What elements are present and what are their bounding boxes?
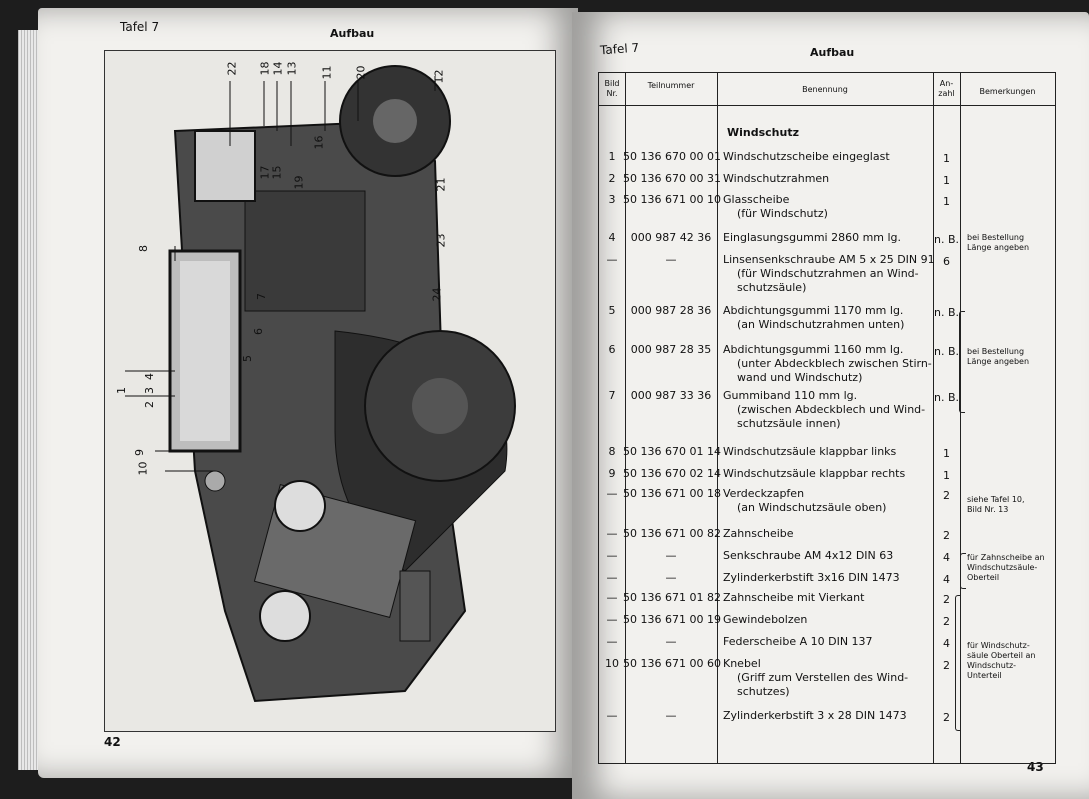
row-benennung-detail: (Griff zum Verstellen des Wind- bbox=[737, 671, 909, 684]
row-teilnummer: 50 136 671 00 18 bbox=[623, 487, 721, 500]
row-bild-nr: — bbox=[606, 571, 618, 584]
row-anzahl: 1 bbox=[943, 447, 950, 460]
row-benennung-detail: schutzsäule) bbox=[737, 281, 807, 294]
row-bild-nr: — bbox=[606, 709, 618, 722]
row-teilnummer: 50 136 670 00 31 bbox=[623, 172, 721, 185]
row-anzahl: 1 bbox=[943, 152, 950, 165]
row-bild-nr: — bbox=[606, 613, 618, 626]
row-benennung: Zylinderkerbstift 3x16 DIN 1473 bbox=[723, 571, 900, 584]
callout-11: 11 bbox=[320, 65, 334, 80]
callout-2: 2 bbox=[143, 401, 156, 408]
row-benennung-detail: (zwischen Abdeckblech und Wind- bbox=[737, 403, 926, 416]
right-page-number: 43 bbox=[1027, 760, 1044, 774]
row-anzahl: 2 bbox=[943, 529, 950, 542]
row-anzahl: n. B. bbox=[934, 345, 960, 358]
callout-22: 22 bbox=[225, 61, 239, 76]
row-anzahl: 2 bbox=[943, 593, 950, 606]
row-anzahl: 4 bbox=[943, 573, 950, 586]
callout-7: 7 bbox=[255, 293, 268, 300]
row-bild-nr: 2 bbox=[608, 172, 616, 185]
row-anzahl: 2 bbox=[943, 489, 950, 502]
row-bemerkung: bei Bestellung bbox=[967, 233, 1025, 242]
row-teilnummer: 000 987 33 36 bbox=[630, 389, 712, 402]
row-benennung: Federscheibe A 10 DIN 137 bbox=[723, 635, 873, 648]
row-benennung: Zahnscheibe bbox=[723, 527, 794, 540]
row-benennung: Linsensenkschraube AM 5 x 25 DIN 91 bbox=[723, 253, 935, 266]
row-benennung-detail: (an Windschutzsäule oben) bbox=[737, 501, 887, 514]
row-bild-nr: 3 bbox=[608, 193, 616, 206]
callout-14: 14 bbox=[271, 61, 285, 76]
row-benennung-detail: schutzes) bbox=[737, 685, 790, 698]
row-bemerkung: siehe Tafel 10, bbox=[967, 495, 1025, 504]
callout-5: 5 bbox=[241, 355, 254, 362]
callout-19: 19 bbox=[292, 175, 306, 190]
row-bemerkung: bei Bestellung bbox=[967, 347, 1025, 356]
row-bemerkung: Länge angeben bbox=[967, 357, 1030, 366]
col-bemerkungen: Bemerkungen bbox=[979, 87, 1036, 96]
row-benennung: Zahnscheibe mit Vierkant bbox=[723, 591, 865, 604]
row-benennung: Zylinderkerbstift 3 x 28 DIN 1473 bbox=[723, 709, 907, 722]
row-bild-nr: — bbox=[606, 527, 618, 540]
brace-senkschraube bbox=[960, 553, 966, 589]
row-benennung: Glasscheibe bbox=[723, 193, 790, 206]
row-anzahl: 6 bbox=[943, 255, 950, 268]
row-teilnummer: — bbox=[665, 571, 677, 584]
row-bild-nr: 4 bbox=[608, 231, 616, 244]
row-teilnummer: 50 136 671 00 19 bbox=[623, 613, 721, 626]
row-anzahl: 1 bbox=[943, 174, 950, 187]
row-bemerkung: säule Oberteil an bbox=[967, 651, 1036, 660]
row-bild-nr: 5 bbox=[608, 304, 616, 317]
row-anzahl: n. B. bbox=[934, 391, 960, 404]
callout-17: 17 bbox=[258, 165, 272, 180]
row-bild-nr: — bbox=[606, 487, 618, 500]
row-benennung: Windschutzsäule klappbar links bbox=[723, 445, 897, 458]
row-anzahl: 1 bbox=[943, 195, 950, 208]
row-bild-nr: 10 bbox=[605, 657, 619, 670]
row-bemerkung: Oberteil bbox=[967, 573, 1000, 582]
row-bild-nr: — bbox=[606, 253, 618, 266]
row-benennung-detail: (an Windschutzrahmen unten) bbox=[737, 318, 905, 331]
row-benennung-detail: (für Windschutzrahmen an Wind- bbox=[737, 267, 919, 280]
car-drawing bbox=[105, 51, 555, 731]
row-benennung-detail: wand und Windschutz) bbox=[737, 371, 863, 384]
callout-13: 13 bbox=[285, 61, 299, 76]
row-teilnummer: — bbox=[665, 253, 677, 266]
row-anzahl: n. B. bbox=[934, 306, 960, 319]
row-teilnummer: 000 987 28 35 bbox=[630, 343, 712, 356]
row-bild-nr: — bbox=[606, 549, 618, 562]
callout-18: 18 bbox=[258, 61, 272, 76]
row-benennung: Windschutzsäule klappbar rechts bbox=[723, 467, 906, 480]
row-anzahl: 4 bbox=[943, 637, 950, 650]
callout-10: 10 bbox=[136, 461, 150, 476]
row-teilnummer: 50 136 670 00 01 bbox=[623, 150, 721, 163]
brace-5-7 bbox=[959, 311, 965, 413]
callout-16: 16 bbox=[312, 135, 326, 150]
right-page-title: Aufbau bbox=[810, 46, 855, 59]
page-edges bbox=[18, 30, 40, 770]
row-bild-nr: 9 bbox=[608, 467, 616, 480]
row-bemerkung: Windschutz- bbox=[967, 661, 1017, 670]
row-benennung: Gewindebolzen bbox=[723, 613, 808, 626]
row-bild-nr: 1 bbox=[608, 150, 616, 163]
callout-12: 12 bbox=[432, 69, 446, 84]
row-benennung: Abdichtungsgummi 1170 mm lg. bbox=[723, 304, 904, 317]
row-bild-nr: — bbox=[606, 635, 618, 648]
row-teilnummer: 50 136 670 01 14 bbox=[623, 445, 721, 458]
callout-3: 3 bbox=[143, 387, 156, 394]
left-page-title: Aufbau bbox=[330, 27, 375, 40]
callout-4: 4 bbox=[143, 373, 156, 380]
row-bild-nr: 7 bbox=[608, 389, 616, 402]
row-benennung: Abdichtungsgummi 1160 mm lg. bbox=[723, 343, 904, 356]
row-bemerkung: Bild Nr. 13 bbox=[967, 505, 1009, 514]
row-benennung-detail: (für Windschutz) bbox=[737, 207, 828, 220]
row-bemerkung: Windschutzsäule- bbox=[967, 563, 1038, 572]
row-bemerkung: Unterteil bbox=[967, 671, 1002, 680]
row-benennung: Windschutzscheibe eingeglast bbox=[723, 150, 890, 163]
callout-1: 1 bbox=[115, 387, 128, 394]
row-bemerkung: für Zahnscheibe an bbox=[967, 553, 1045, 562]
row-teilnummer: 000 987 28 36 bbox=[630, 304, 712, 317]
row-teilnummer: 50 136 670 02 14 bbox=[623, 467, 721, 480]
row-teilnummer: 50 136 671 00 10 bbox=[623, 193, 721, 206]
right-tafel-label: Tafel 7 bbox=[599, 40, 640, 58]
row-benennung: Einglasungsgummi 2860 mm lg. bbox=[723, 231, 902, 244]
row-anzahl: 2 bbox=[943, 659, 950, 672]
row-teilnummer: 50 136 671 00 60 bbox=[623, 657, 721, 670]
col-benennung: Benennung bbox=[802, 85, 848, 94]
car-illustration bbox=[104, 50, 556, 732]
row-teilnummer: — bbox=[665, 549, 677, 562]
row-benennung: Windschutzrahmen bbox=[723, 172, 830, 185]
callout-15: 15 bbox=[270, 165, 284, 180]
section-heading: Windschutz bbox=[727, 126, 799, 139]
row-teilnummer: 50 136 671 01 82 bbox=[623, 591, 721, 604]
callout-23: 23 bbox=[434, 233, 448, 248]
callout-20: 20 bbox=[354, 65, 368, 80]
row-anzahl: n. B. bbox=[934, 233, 960, 246]
row-benennung: Gummiband 110 mm lg. bbox=[723, 389, 858, 402]
row-anzahl: 2 bbox=[943, 711, 950, 724]
row-anzahl: 1 bbox=[943, 469, 950, 482]
row-teilnummer: 50 136 671 00 82 bbox=[623, 527, 721, 540]
col-anzahl: An-zahl bbox=[938, 79, 955, 98]
row-benennung: Senkschraube AM 4x12 DIN 63 bbox=[723, 549, 894, 562]
row-benennung: Verdeckzapfen bbox=[723, 487, 805, 500]
row-bemerkung: für Windschutz- bbox=[967, 641, 1030, 650]
row-bild-nr: 6 bbox=[608, 343, 616, 356]
row-teilnummer: — bbox=[665, 635, 677, 648]
left-tafel-label: Tafel 7 bbox=[120, 20, 160, 34]
row-anzahl: 2 bbox=[943, 615, 950, 628]
col-bild-nr: Bild Nr. bbox=[604, 79, 620, 98]
row-bild-nr: 8 bbox=[608, 445, 616, 458]
parts-table bbox=[598, 72, 1056, 764]
row-bemerkung: Länge angeben bbox=[967, 243, 1030, 252]
callout-9: 9 bbox=[133, 449, 146, 456]
row-anzahl: 4 bbox=[943, 551, 950, 564]
callout-6: 6 bbox=[252, 328, 265, 335]
col-teilnummer: Teilnummer bbox=[647, 81, 695, 90]
row-benennung-detail: schutzsäule innen) bbox=[737, 417, 841, 430]
row-teilnummer: 000 987 42 36 bbox=[630, 231, 712, 244]
brace-federscheibe bbox=[955, 595, 961, 731]
callout-24: 24 bbox=[430, 287, 444, 302]
callout-8: 8 bbox=[137, 245, 150, 252]
row-benennung-detail: (unter Abdeckblech zwischen Stirn- bbox=[737, 357, 932, 370]
left-page-number: 42 bbox=[104, 735, 121, 749]
row-bild-nr: — bbox=[606, 591, 618, 604]
row-benennung: Knebel bbox=[723, 657, 761, 670]
row-teilnummer: — bbox=[665, 709, 677, 722]
callout-21: 21 bbox=[434, 177, 448, 192]
